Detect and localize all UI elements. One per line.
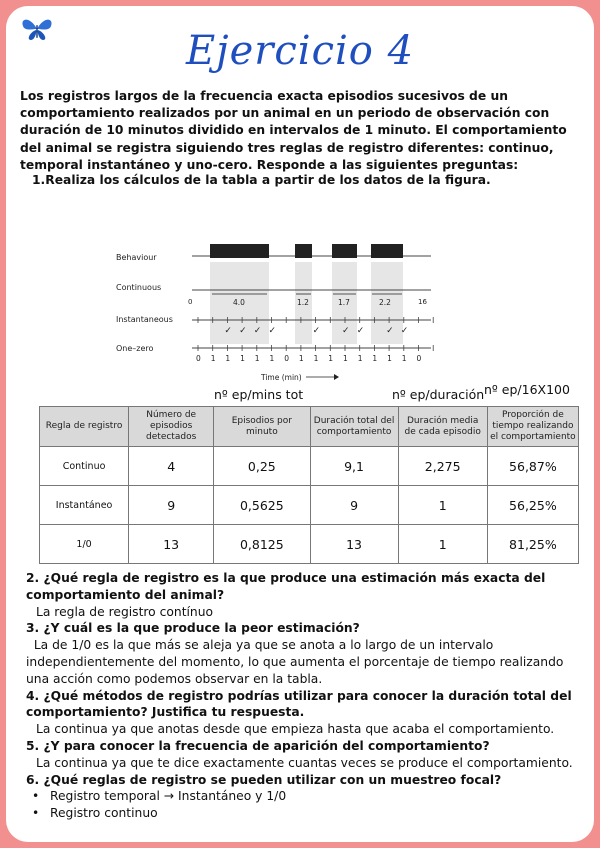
question-1: 1.Realiza los cálculos de la tabla a partir de los datos de la figura. [32, 173, 491, 187]
check-mark: ✓ [253, 326, 262, 336]
table-row [40, 486, 579, 525]
onezero-value: 1 [343, 354, 348, 363]
table-cell: 81,25% [487, 525, 578, 564]
table-cell: 13 [129, 525, 214, 564]
table-cell: 13 [310, 525, 398, 564]
onezero-value: 0 [284, 354, 289, 363]
check-mark: ✓ [268, 326, 277, 336]
table-header: Proporción de tiempo realizando el comportamiento [487, 407, 578, 447]
onezero-value: 1 [254, 354, 260, 363]
table-cell: 1 [398, 525, 487, 564]
answer-4: La continua ya que anotas desde que empieza hasta que acaba el comportamiento. [36, 722, 555, 737]
table-header: Duración total del comportamiento [310, 407, 398, 447]
check-mark: ✓ [356, 326, 365, 336]
check-mark: ✓ [386, 326, 394, 336]
table-cell: 4 [129, 447, 214, 486]
onezero-value: 1 [225, 354, 231, 363]
answers-section [26, 570, 586, 822]
table-header: Episodios por minuto [214, 407, 310, 447]
onezero-value: 1 [240, 354, 245, 363]
check-mark: ✓ [400, 326, 409, 336]
page-title: Ejercicio 4 [185, 28, 415, 74]
table-cell: 0,8125 [214, 525, 310, 564]
question-4: 4. ¿Qué métodos de registro podrías utilizar para conocer la duración total del comportamiento? Justifica tu respuesta. [26, 688, 572, 720]
behaviour-bout [295, 244, 312, 258]
table-row [40, 525, 579, 564]
duration-label: 1.7 [338, 298, 350, 307]
table-cell: 1 [398, 486, 487, 525]
table-header: Regla de registro [40, 407, 129, 447]
note-episodes-per-minute: nº ep/mins tot [214, 387, 304, 402]
intro-paragraph: Los registros largos de la frecuencia exacta episodios sucesivos de un comportamiento realizados por un animal en un periodo de observación con duración de 10 minutos dividido en intervalos de 1 minuto. El comportamiento del animal se registra siguiendo tres reglas de registro diferentes: continuo, temporal instantáneo y uno-cero. Responde a las siguientes preguntas: [20, 89, 567, 172]
onezero-value: 1 [328, 354, 334, 363]
question-5: 5. ¿Y para conocer la frecuencia de aparición del comportamiento? [26, 738, 490, 753]
table-cell: 2,275 [398, 447, 487, 486]
svg-text:0: 0 [188, 298, 193, 306]
onezero-value: 0 [416, 354, 422, 363]
question-2: 2. ¿Qué regla de registro es la que produce una estimación más exacta del comportamiento del animal? [26, 571, 546, 602]
table-cell: 9,1 [310, 447, 398, 486]
results-table [39, 406, 579, 564]
table-cell: 56,25% [487, 486, 578, 525]
behaviour-bout [371, 244, 403, 258]
table-cell: 1/0 [40, 525, 129, 564]
question-6: 6. ¿Qué reglas de registro se pueden utilizar con un muestreo focal? [26, 772, 502, 787]
check-mark: ✓ [239, 326, 247, 336]
onezero-value: 1 [401, 354, 407, 363]
table-cell: Instantáneo [40, 486, 129, 525]
label-behaviour: Behaviour [116, 253, 157, 262]
onezero-value: 1 [387, 354, 392, 363]
duration-label: 4.0 [233, 298, 245, 307]
axis-x-label: Time (min) [261, 373, 302, 382]
table-cell: 56,87% [487, 447, 578, 486]
behaviour-figure [106, 234, 446, 384]
duration-label: 1.2 [297, 298, 309, 307]
label-onezero: One–zero [116, 344, 154, 353]
table-row [40, 447, 579, 486]
behaviour-bout [210, 244, 269, 258]
table-cell: Continuo [40, 447, 129, 486]
label-instantaneous: Instantaneous [116, 315, 173, 324]
onezero-value: 1 [357, 354, 363, 363]
note-proportion-formula: nº ep/16X100 [484, 382, 570, 397]
answer-6-list [26, 788, 586, 822]
note-episodes-per-duration: nº ep/duración [392, 387, 485, 402]
onezero-value: 1 [269, 354, 275, 363]
answer-2: La regla de registro contínuo [36, 604, 214, 619]
table-header: Duración media de cada episodio [398, 407, 487, 447]
onezero-value: 1 [298, 354, 304, 363]
onezero-value: 1 [372, 354, 378, 363]
table-cell: 9 [310, 486, 398, 525]
table-cell: 9 [129, 486, 214, 525]
label-continuous: Continuous [116, 283, 162, 292]
worksheet-card [6, 6, 594, 842]
list-item: • Registro temporal → Instantáneo y 1/0 [32, 789, 287, 804]
onezero-value: 1 [313, 354, 319, 363]
duration-label: 2.2 [379, 298, 391, 307]
table-header: Número de episodios detectados [129, 407, 214, 447]
check-mark: ✓ [312, 326, 321, 336]
table-cell: 0,5625 [214, 486, 310, 525]
answer-3: La de 1/0 es la que más se aleja ya que se anota a lo largo de un intervalo independientemente del momento, lo que aumenta el porcentaje de tiempo realizando una acción como podemos observar en la tabla. [26, 638, 564, 686]
onezero-value: 1 [210, 354, 216, 363]
behaviour-bout [332, 244, 357, 258]
onezero-value: 0 [196, 354, 201, 363]
list-item: • Registro continuo [32, 806, 158, 821]
answer-5: La continua ya que te dice exactamente cuantas veces se produce el comportamiento. [36, 755, 573, 770]
check-mark: ✓ [224, 326, 232, 336]
question-3: 3. ¿Y cuál es la que produce la peor estimación? [26, 621, 360, 636]
table-cell: 0,25 [214, 447, 310, 486]
svg-text:16: 16 [418, 298, 427, 306]
check-mark: ✓ [342, 326, 350, 336]
